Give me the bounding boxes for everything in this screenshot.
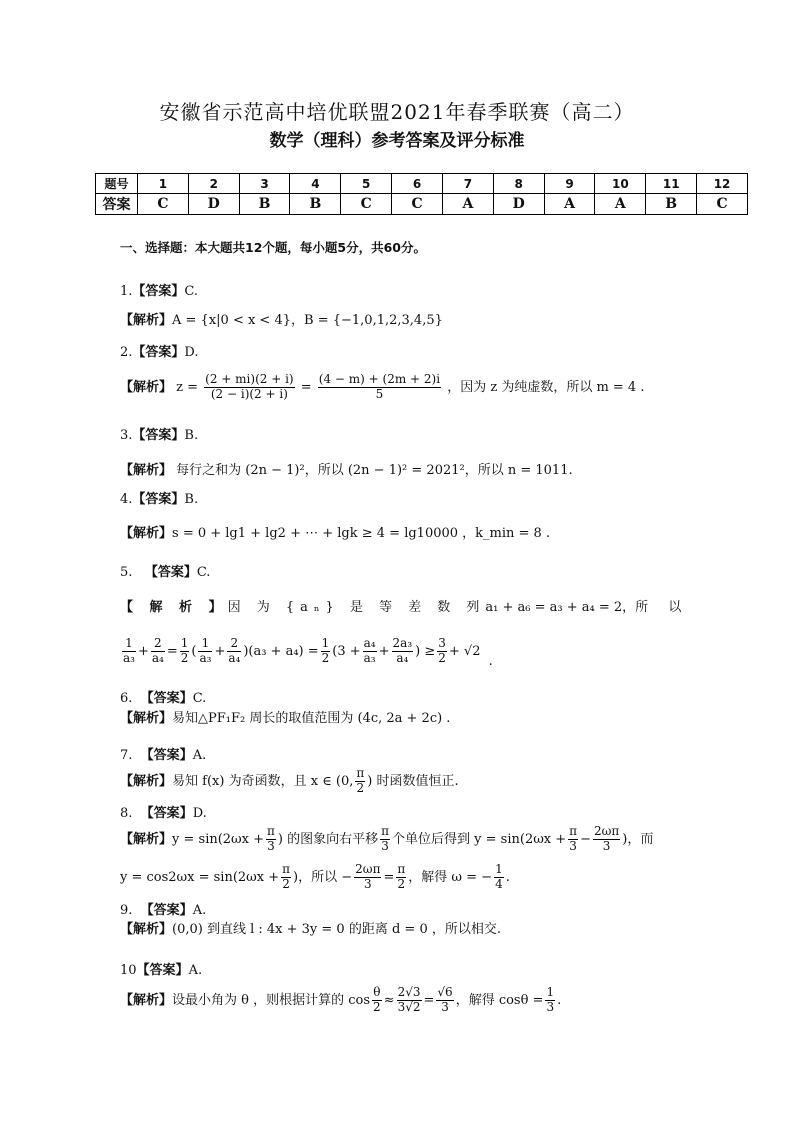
denominator: 5 (375, 386, 384, 401)
denominator: 2 (356, 780, 365, 795)
table-cell: B (646, 194, 697, 215)
answer-table-number-row (96, 174, 748, 194)
analysis-label: 【解析】 (120, 463, 173, 478)
numerator: 1 (180, 636, 189, 650)
numerator: 2ωπ (593, 824, 620, 838)
q2-answer-line (120, 345, 199, 362)
q8-text: ) 的图象向右平移 (277, 831, 379, 847)
q2-fraction-1 (204, 373, 294, 402)
q2-conclusion: ，因为 z 为纯虚数，所以 m = 4 . (447, 379, 645, 395)
q9-analysis-text: (0,0) 到直线 l : 4x + 3y = 0 的距离 d = 0 ，所以相交. (172, 922, 501, 937)
q7-analysis-line (120, 767, 459, 796)
fraction (363, 637, 377, 666)
q5-formula: a₁ + a₆ = a₃ + a₄ = 2 (485, 600, 623, 615)
fraction (436, 986, 453, 1015)
fraction (545, 986, 555, 1015)
fraction (380, 825, 390, 854)
table-cell: 4 (290, 174, 341, 194)
q5-answer: C. (196, 565, 211, 580)
denominator: a₄ (228, 650, 241, 665)
q7-number: 7. (120, 748, 133, 763)
table-cell: 10 (595, 174, 646, 194)
table-cell: A (544, 194, 595, 215)
q6-number: 6. (120, 691, 133, 706)
numerator: π (356, 766, 365, 780)
analysis-label: 【解析】 (120, 773, 173, 789)
denominator: a₄ (151, 650, 164, 665)
table-header-number: 题号 (96, 174, 138, 194)
analysis-label: 【解析】 (120, 313, 173, 328)
period: . (505, 869, 510, 885)
denominator: 2 (180, 650, 189, 665)
numerator: π (267, 824, 275, 838)
table-cell: 2 (188, 174, 239, 194)
answer-label: 【答案】 (136, 963, 189, 978)
period: . (488, 653, 493, 669)
table-cell: 12 (697, 174, 748, 194)
q7-answer: A. (192, 748, 207, 763)
numerator: 2 (151, 637, 165, 652)
numerator: (4 − m) + (2m + 2)i (318, 372, 441, 386)
fraction (321, 637, 331, 666)
q1-answer: C. (184, 284, 199, 299)
q5-mid: )(a₃ + a₄) = (243, 643, 319, 659)
denominator: 3 (363, 876, 372, 891)
q4-number: 4. (120, 492, 133, 507)
q2-number: 2. (120, 345, 133, 360)
numerator: 2a₃ (392, 636, 413, 650)
fraction (593, 825, 620, 854)
q9-answer-line (120, 903, 206, 920)
q1-number: 1. (120, 284, 133, 299)
q5-comma: ， (622, 600, 636, 615)
answer-label: 【答案】 (132, 345, 185, 360)
q7-text-2: ) 时函数值恒正. (367, 773, 459, 789)
answer-label: 【答案】 (140, 806, 193, 821)
period: . (557, 992, 562, 1008)
fraction (396, 863, 406, 892)
table-cell: A (442, 194, 493, 215)
fraction (354, 863, 381, 892)
q5-analysis-line (120, 600, 690, 617)
q9-analysis-line (120, 922, 501, 939)
denominator: 3 (267, 838, 275, 853)
table-cell: B (290, 194, 341, 215)
q2-fraction-2 (318, 373, 441, 402)
numerator: π (282, 862, 291, 876)
approx-sign: ≈ (383, 992, 395, 1008)
section-heading: 一、选择题：本大题共12个题，每小题5分，共60分。 (120, 240, 426, 255)
q1-sep: ， (291, 313, 305, 328)
answer-label: 【答案】 (132, 428, 185, 443)
numerator: π (569, 824, 578, 838)
denominator: 3 (546, 999, 555, 1014)
q8-text: y = cos2ωx = sin(2ωx + (120, 869, 280, 885)
table-cell: B (239, 194, 290, 215)
table-cell: C (697, 194, 748, 215)
numerator: a₄ (363, 636, 376, 650)
answer-label: 【答案】 (132, 492, 185, 507)
equals-sign: = (300, 379, 312, 395)
q10-answer-line (120, 963, 202, 980)
fraction (122, 637, 136, 666)
q8-text: y = sin(2ωx + (172, 831, 265, 847)
q5-number: 5. (120, 565, 133, 580)
analysis-label: 【解析】 (120, 526, 173, 541)
numerator: π (381, 824, 390, 838)
answer-label: 【答案】 (144, 565, 197, 580)
q8-number: 8. (120, 806, 133, 821)
denominator: 3√2 (397, 999, 421, 1014)
denominator: (2 − i)(2 + i) (210, 386, 288, 401)
analysis-label: 【解析】 (120, 379, 173, 395)
answer-table (95, 173, 748, 215)
q4-answer: B. (184, 492, 199, 507)
q3-number: 3. (120, 428, 133, 443)
numerator: 1 (321, 636, 330, 650)
q8-text: 个单位后得到 y = sin(2ωx + (392, 831, 567, 847)
q6-analysis-line (120, 711, 450, 728)
answer-label: 【答案】 (140, 691, 193, 706)
q2-analysis-line (120, 373, 644, 402)
fraction (437, 637, 447, 666)
fraction (568, 825, 578, 854)
q10-number: 10 (120, 963, 137, 978)
table-cell: 6 (392, 174, 443, 194)
q1-set-b: B = {−1,0,1,2,3,4,5} (304, 313, 443, 328)
denominator: a₄ (396, 650, 409, 665)
table-cell: C (392, 194, 443, 215)
denominator: 3 (569, 838, 577, 853)
q8-text: )，而 (622, 831, 654, 847)
numerator: 2 (227, 637, 241, 652)
table-cell: 11 (646, 174, 697, 194)
q10-text: ，解得 cosθ = (455, 992, 544, 1008)
answer-table-answer-row (96, 194, 748, 215)
numerator: θ (373, 985, 381, 999)
q10-analysis-line (120, 986, 561, 1015)
q1-answer-line (120, 284, 198, 301)
numerator: π (397, 862, 406, 876)
numerator: 2√3 (397, 985, 421, 999)
q8-text: ，解得 ω = − (408, 869, 493, 885)
q5-text-a: 因 为 {aₙ} 是 等 差 数 列 (227, 600, 486, 615)
denominator: 4 (495, 876, 503, 891)
fraction (397, 986, 422, 1015)
analysis-label: 【解析】 (120, 711, 173, 726)
table-cell: C (341, 194, 392, 215)
fraction (355, 767, 365, 796)
table-cell: D (493, 194, 544, 215)
equals-sign: = (383, 869, 395, 885)
fraction (180, 637, 190, 666)
equals-sign: = (166, 643, 178, 659)
q5-answer-line (120, 565, 210, 582)
q6-answer: C. (192, 691, 207, 706)
q5-text-d: 所 以 (635, 600, 690, 615)
numerator: (2 + mi)(2 + i) (205, 372, 294, 386)
fraction (372, 986, 382, 1015)
q2-lhs: z = (176, 379, 199, 395)
document-subtitle: 数学（理科）参考答案及评分标准 (269, 131, 525, 151)
table-cell: 9 (544, 174, 595, 194)
table-cell: D (188, 194, 239, 215)
plus-sign: + (137, 643, 149, 659)
analysis-label: 【解析】 (120, 992, 173, 1008)
denominator: a₃ (363, 650, 376, 665)
denominator: 3 (602, 838, 611, 853)
table-cell: C (138, 194, 189, 215)
answer-label: 【答案】 (140, 903, 193, 918)
q3-analysis-text: 每行之和为 (2n − 1)²，所以 (2n − 1)² = 2021²，所以 n = 1011. (172, 463, 573, 478)
q2-answer: D. (184, 345, 199, 360)
analysis-label: 【解析】 (120, 922, 173, 937)
paren: ( (191, 643, 197, 659)
numerator: 1 (198, 637, 212, 652)
q7-text-1: 易知 f(x) 为奇函数，且 x ∈ (0, (172, 773, 354, 789)
numerator: 1 (495, 862, 503, 876)
q8-answer-line (120, 806, 207, 823)
q5-inequality-line (120, 637, 493, 671)
fraction (151, 637, 165, 666)
denominator: 3 (381, 838, 389, 853)
q6-analysis-text: 易知△PF₁F₂ 周长的取值范围为 (4c, 2a + 2c) . (172, 711, 451, 726)
q9-number: 9. (120, 903, 133, 918)
q8-analysis-line-1 (120, 825, 653, 854)
plus-sign: + (378, 643, 390, 659)
numerator: 1 (546, 985, 555, 999)
fraction (494, 863, 504, 892)
q4-answer-line (120, 492, 198, 509)
q9-answer: A. (192, 903, 207, 918)
analysis-label: 【 解 析 】 (120, 600, 228, 615)
fraction (281, 863, 291, 892)
q6-answer-line (120, 691, 206, 708)
fraction (392, 637, 414, 666)
denominator: 2 (282, 876, 290, 891)
q3-answer-line (120, 428, 198, 445)
fraction (198, 637, 212, 666)
table-cell: 7 (442, 174, 493, 194)
q1-analysis-line (120, 313, 443, 330)
sqrt-term: + √2 (448, 643, 481, 659)
plus-sign: + (214, 643, 226, 659)
table-cell: A (595, 194, 646, 215)
denominator: 2 (438, 650, 446, 665)
q4-analysis-text: s = 0 + lg1 + lg2 + ⋯ + lgk ≥ 4 = lg10000 ，k_min = 8 . (172, 526, 551, 541)
denominator: a₃ (123, 650, 135, 665)
q3-answer: B. (184, 428, 199, 443)
table-cell: 5 (341, 174, 392, 194)
document-title: 安徽省示范高中培优联盟2021年春季联赛（高二） (159, 100, 635, 124)
numerator: 2ωπ (355, 862, 381, 876)
ge-sign: ) ≥ (415, 643, 436, 659)
q10-text: 设最小角为 θ ，则根据计算的 cos (172, 992, 371, 1008)
denominator: 3 (441, 999, 449, 1014)
q5-paren-3: (3 + (332, 643, 361, 659)
q8-analysis-line-2 (120, 863, 510, 892)
numerator: 3 (438, 636, 446, 650)
table-cell: 3 (239, 174, 290, 194)
numerator: √6 (437, 985, 453, 999)
q8-text: )，所以 − (293, 869, 353, 885)
answer-label: 【答案】 (140, 748, 193, 763)
analysis-label: 【解析】 (120, 831, 173, 847)
denominator: 2 (321, 650, 330, 665)
table-cell: 1 (138, 174, 189, 194)
q3-analysis-line (120, 463, 573, 480)
table-header-answer: 答案 (96, 194, 138, 215)
q1-set-a: A = {x|0 < x < 4} (172, 313, 292, 328)
denominator: 2 (373, 999, 381, 1014)
minus-sign: − (580, 831, 591, 847)
equals-sign: = (423, 992, 435, 1008)
denominator: a₃ (199, 650, 212, 665)
numerator: 1 (122, 637, 136, 652)
q7-answer-line (120, 748, 206, 765)
denominator: 2 (397, 876, 406, 891)
fraction (227, 637, 241, 666)
table-cell: 8 (493, 174, 544, 194)
q4-analysis-line (120, 526, 550, 543)
fraction (266, 825, 276, 854)
q10-answer: A. (188, 963, 203, 978)
answer-label: 【答案】 (132, 284, 185, 299)
q8-answer: D. (192, 806, 207, 821)
